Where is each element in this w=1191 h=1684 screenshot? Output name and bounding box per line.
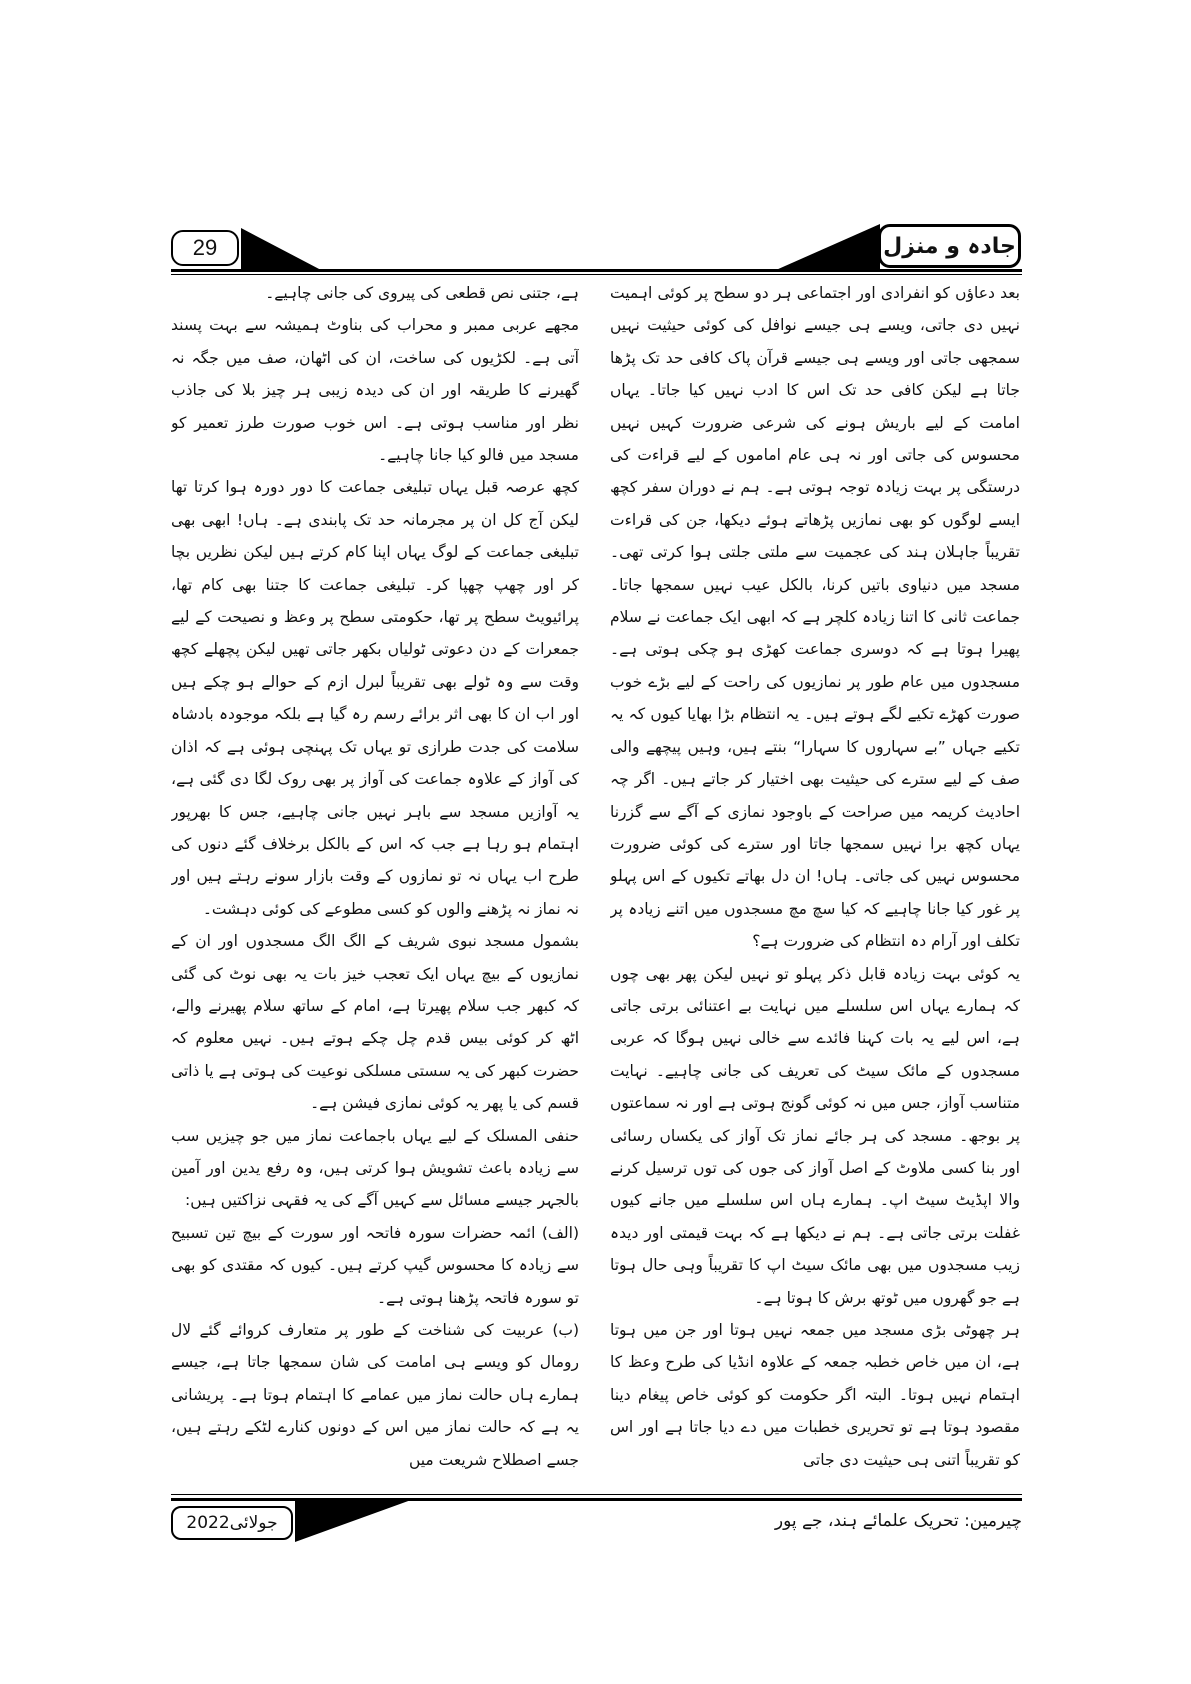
article-column-left <box>171 277 579 1492</box>
paragraph: بعد دعاؤں کو انفرادی اور اجتماعی ہر دو سطح پر کوئی اہمیت نہیں دی جاتی، ویسے ہی جیسے نوافل کی کوئی حیثیت نہیں سمجھی جاتی اور ویسے ہی جیسے قرآن پاک کافی حد تک پڑھا جاتا ہے لیکن کافی حد تک اس کا ادب نہیں کیا جاتا۔ یہاں امامت کے لیے باریش ہونے کی شرعی ضرورت کہیں نہیں محسوس کی جاتی اور نہ ہی عام اماموں کے لیے قراءت کی درستگی پر بہت زیادہ توجہ ہوتی ہے۔ ہم نے دوران سفر کچھ ایسے لوگوں کو بھی نمازیں پڑھاتے ہوئے دیکھا، جن کی قراءت تقریباً جاہلان ہند کی عجمیت سے ملتی جلتی ہوا کرتی تھی۔ مسجد میں دنیاوی باتیں کرنا، بالکل عیب نہیں سمجھا جاتا۔ جماعت ثانی کا اتنا زیادہ کلچر ہے کہ ابھی ایک جماعت نے سلام پھیرا ہوتا ہے کہ دوسری جماعت کھڑی ہو چکی ہوتی ہے۔ مسجدوں میں عام طور پر نمازیوں کی راحت کے لیے بڑے خوب صورت کھڑے تکیے لگے ہوتے ہیں۔ یہ انتظام بڑا بھایا کیوں کہ یہ تکیے جہاں ”بے سہاروں کا سہارا“ بنتے ہیں، وہیں پیچھے والی صف کے لیے سترے کی حیثیت بھی اختیار کر جاتے ہیں۔ اگر چہ احادیث کریمہ میں صراحت کے باوجود نمازی کے آگے سے گزرنا یہاں کچھ برا نہیں سمجھا جاتا اور سترے کی کوئی ضرورت محسوس نہیں کی جاتی۔ ہاں! ان دل بھاتے تکیوں کے اس پہلو پر غور کیا جانا چاہیے کہ کیا سچ مچ مسجدوں میں اتنے زیادہ پر تکلف اور آرام دہ انتظام کی ضرورت ہے؟ <box>610 284 1020 951</box>
paragraph: حنفی المسلک کے لیے یہاں باجماعت نماز میں جو چیزیں سب سے زیادہ باعث تشویش ہوا کرتی ہیں، وہ رفع یدین اور آمین بالجہر جیسے مسائل سے کہیں آگے کی یہ فقہی نزاکتیں ہیں: <box>171 1126 579 1210</box>
issue-date: جولائی2022 <box>171 1506 293 1540</box>
paragraph: ہے، جتنی نص قطعی کی پیروی کی جانی چاہیے۔ <box>265 284 579 302</box>
footer-rule-top <box>171 1494 1022 1495</box>
article-column-right <box>610 277 1020 1492</box>
paragraph: (ب) عربیت کی شناخت کے طور پر متعارف کروائے گئے لال رومال کو ویسے ہی امامت کی شان سمجھا جاتا ہے، جیسے ہمارے ہاں حالت نماز میں عمامے کا اہتمام ہوتا ہے۔ پریشانی یہ ہے کہ حالت نماز میں اس کے دونوں کنارے لٹکے رہتے ہیں، جسے اصطلاح شریعت میں <box>171 1321 579 1469</box>
magazine-title: جادہ و منزل <box>878 224 1021 268</box>
paragraph: (الف) ائمہ حضرات سورہ فاتحہ اور سورت کے بیچ تین تسبیح سے زیادہ کا محسوس گیپ کرتے ہیں۔ کیوں کہ مقتدی کو بھی تو سورہ فاتحہ پڑھنا ہوتی ہے۔ <box>171 1223 579 1307</box>
chairman-credit: چیرمین: تحریک علمائے ہند، جے پور <box>774 1511 1022 1531</box>
paragraph: یہ کوئی بہت زیادہ قابل ذکر پہلو تو نہیں لیکن پھر بھی چوں کہ ہمارے یہاں اس سلسلے میں نہایت بے اعتنائی برتی جاتی ہے، اس لیے یہ بات کہنا فائدے سے خالی نہیں ہوگا کہ عربی مسجدوں کے مائک سیٹ کی تعریف کی جانی چاہیے۔ نہایت متناسب آواز، جس میں نہ کوئی گونج ہوتی ہے اور نہ سماعتوں پر بوجھ۔ مسجد کی ہر جائے نماز تک آواز کی یکساں رسائی اور بنا کسی ملاوٹ کے اصل آواز کی جوں کی توں ترسیل کرنے والا اپڈیٹ سیٹ اپ۔ ہمارے ہاں اس سلسلے میں جانے کیوں غفلت برتی جاتی ہے۔ ہم نے دیکھا ہے کہ بہت قیمتی اور دیدہ زیب مسجدوں میں بھی مائک سیٹ اپ کا تقریباً وہی حال ہوتا ہے جو گھروں میں ٹوتھ برش کا ہوتا ہے۔ <box>610 964 1020 1307</box>
footer-wedge <box>295 1500 411 1544</box>
paragraph: بشمول مسجد نبوی شریف کے الگ الگ مسجدوں اور ان کے نمازیوں کے بیچ یہاں ایک تعجب خیز بات یہ بھی نوٹ کی گئی کہ کبھر جب سلام پھیرتا ہے، امام کے ساتھ سلام پھیرنے والے، اٹھ کر کوئی بیس قدم چل چکے ہوتے ہیں۔ نہیں معلوم کہ حضرت کبھر کی یہ سستی مسلکی نوعیت کی ہوتی ہے یا ذاتی قسم کی یا پھر یہ کوئی نمازی فیشن ہے۔ <box>171 932 579 1113</box>
paragraph: مجھے عربی ممبر و محراب کی بناوٹ ہمیشہ سے بہت پسند آتی ہے۔ لکڑیوں کی ساخت، ان کی اٹھان، صف میں جگہ نہ گھیرنے کا طریقہ اور ان کی دیدہ زیبی ہر چیز بلا کی جاذب نظر اور مناسب ہوتی ہے۔ اس خوب صورت طرز تعمیر کو مسجد میں فالو کیا جانا چاہیے۔ <box>171 316 579 465</box>
page-number: 29 <box>171 230 239 266</box>
header-rule-bottom <box>171 274 1022 275</box>
header-wedge-right <box>776 222 880 272</box>
paragraph: ہر چھوٹی بڑی مسجد میں جمعہ نہیں ہوتا اور جن میں ہوتا ہے، ان میں خاص خطبہ جمعہ کے علاوہ انڈیا کی طرح وعظ کا اہتمام نہیں ہوتا۔ البتہ اگر حکومت کو کوئی خاص پیغام دینا مقصود ہوتا ہے تو تحریری خطبات میں دے دیا جاتا ہے اور اس کو تقریباً اتنی ہی حیثیت دی جاتی <box>610 1321 1020 1469</box>
header-wedge-left <box>241 226 321 272</box>
paragraph: کچھ عرصہ قبل یہاں تبلیغی جماعت کا دور دورہ ہوا کرتا تھا لیکن آج کل ان پر مجرمانہ حد تک پابندی ہے۔ ہاں! ابھی بھی تبلیغی جماعت کے لوگ یہاں اپنا کام کرتے ہیں لیکن نظریں بچا کر اور چھپ چھپا کر۔ تبلیغی جماعت کا جتنا بھی کام تھا، پرائیویٹ سطح پر تھا، حکومتی سطح پر وعظ و نصیحت کے لیے جمعرات کے دن دعوتی ٹولیاں بکھر جاتی تھیں لیکن پچھلے کچھ وقت سے وہ ٹولے بھی تقریباً لبرل ازم کے حوالے ہو چکے ہیں اور اب ان کا بھی اثر برائے رسم رہ گیا ہے بلکہ موجودہ بادشاہ سلامت کی جدت طرازی تو یہاں تک پہنچی ہوئی ہے کہ اذان کی آواز کے علاوہ جماعت کی آواز پر بھی روک لگا دی گئی ہے، یہ آوازیں مسجد سے باہر نہیں جانی چاہیے، جس کا بھرپور اہتمام ہو رہا ہے جب کہ اس کے بالکل برخلاف گئے دنوں کی طرح اب یہاں نہ تو نمازوں کے وقت بازار سونے رہتے ہیں اور نہ نماز نہ پڑھنے والوں کو کسی مطوعے کی کوئی دہشت۔ <box>171 478 579 918</box>
